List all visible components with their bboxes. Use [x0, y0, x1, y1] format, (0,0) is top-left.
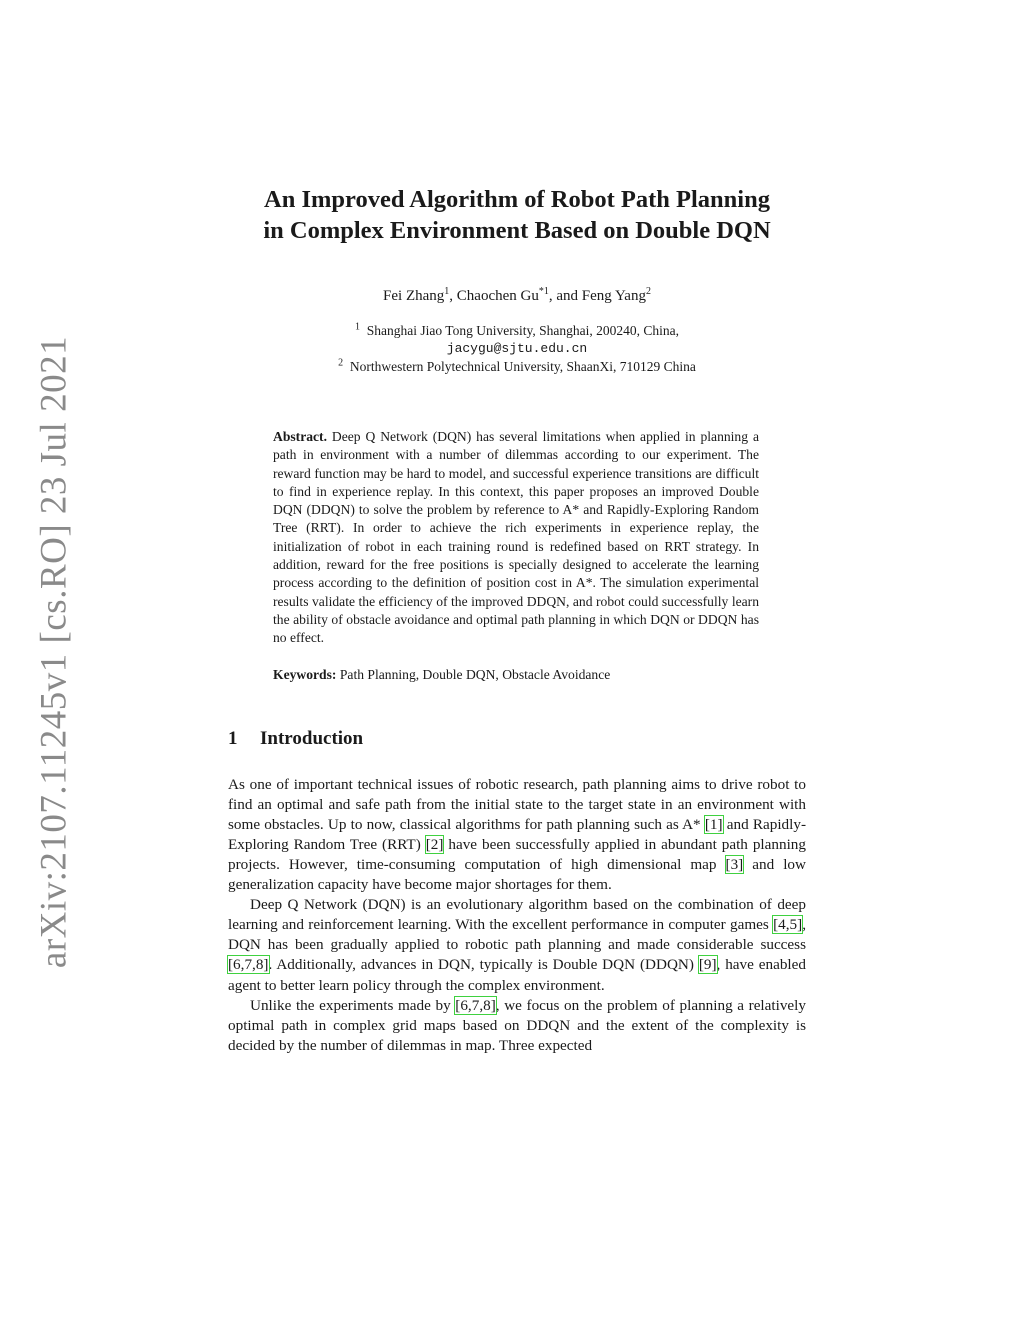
author-separator: , and: [548, 288, 582, 304]
arxiv-identifier: arXiv:2107.11245v1 [cs.RO] 23 Jul 2021: [33, 335, 75, 969]
author-name: Chaochen Gu: [456, 288, 539, 304]
citation-link[interactable]: [6,7,8]: [455, 996, 496, 1014]
paragraph-3: [228, 996, 806, 1056]
abstract: [273, 428, 759, 648]
author-separator: ,: [449, 288, 457, 304]
affiliation-2: [228, 358, 806, 376]
section-title: Introduction: [260, 727, 364, 749]
affiliation-1: [228, 322, 806, 340]
paragraph-2: [228, 895, 806, 995]
citation-link[interactable]: [2]: [425, 835, 444, 853]
keywords-label: Keywords:: [273, 666, 337, 682]
title-line-1: An Improved Algorithm of Robot Path Planning: [264, 186, 770, 213]
affiliation-text: Northwestern Polytechnical University, ShaanXi, 710129 China: [349, 359, 696, 374]
paragraph-1: [228, 775, 806, 896]
paper-title: [228, 184, 806, 246]
author-affiliation-mark: *1: [538, 286, 549, 297]
title-line-2: in Complex Environment Based on Double DQN: [263, 217, 771, 244]
paragraph-text: , have enabled agent to better learn policy through the complex environment.: [228, 956, 806, 994]
paragraph-text: Deep Q Network (DQN) is an evolutionary algorithm based on the combination of deep learning and reinforcement learning. With the excellent performance in computer games: [228, 896, 806, 934]
paragraph-text: and low generalization capacity have become major shortages for them.: [228, 855, 806, 894]
abstract-text: Deep Q Network (DQN) has several limitations when applied in planning a path in environment with a number of dilemmas according to our experiment. The reward function may be hard to model, and successful experience transitions are difficult to find in experience replay. In this context, this paper proposes an improved Double DQN (DDQN) to solve the problem by reference to A* and Rapidly-Exploring Random Tree (RRT). In order to achieve the rich experiments in experience replay, the initialization of robot in each training round is redefined based on RRT strategy. In addition, reward for the free positions is specially designed to accelerate the learning process according to the definition of position cost in A*. The simulation experimental results validate the efficiency of the improved DDQN, and robot could successfully learn the ability of obstacle avoidance and optimal path planning in which DQN or DDQN has no effect.: [273, 429, 759, 646]
author-name: Fei Zhang: [383, 288, 445, 304]
section-number: 1: [228, 727, 238, 749]
keywords: [273, 666, 759, 684]
paragraph-text: Unlike the experiments made by: [250, 996, 456, 1014]
section-heading: [228, 727, 806, 751]
paragraph-text: and Rapidly-Exploring Random Tree (RRT): [228, 815, 807, 853]
author-affiliation-mark: 1: [444, 286, 450, 297]
affiliation-text: Shanghai Jiao Tong University, Shanghai, 200240, China,: [366, 323, 679, 338]
paragraph-text: , DQN has been gradually applied to robotic path planning and made considerable success: [228, 916, 806, 954]
paragraph-text: . Additionally, advances in DQN, typically is Double DQN (DDQN): [268, 956, 699, 974]
affiliation-mark: 1: [355, 321, 361, 333]
affiliation-mark: 2: [338, 357, 344, 369]
affiliations: [228, 322, 806, 376]
paragraph-text: , we focus on the problem of planning a relatively optimal path in complex grid maps based on DDQN and the extent of the complexity is decided by the number of dilemmas in map. Three expected: [228, 996, 806, 1054]
citation-link[interactable]: [4,5]: [773, 916, 803, 934]
citation-link[interactable]: [3]: [725, 855, 744, 873]
paper-page: [228, 184, 806, 1056]
keywords-text: Path Planning, Double DQN, Obstacle Avoidance: [339, 666, 611, 682]
citation-link[interactable]: [1]: [704, 815, 723, 833]
author-affiliation-mark: 2: [645, 286, 651, 297]
author-list: [228, 286, 806, 306]
introduction-body: [228, 775, 806, 1056]
abstract-label: Abstract.: [273, 429, 327, 444]
citation-link[interactable]: [6,7,8]: [228, 956, 269, 974]
paragraph-text: have been successfully applied in abundant path planning projects. However, time-consuming computation of high dimensional map: [228, 835, 806, 873]
paragraph-text: As one of important technical issues of robotic research, path planning aims to drive robot to find an optimal and safe path from the initial state to the target state in an environment with some obstacles. Up to now, classical algorithms for path planning such as A*: [228, 775, 806, 833]
contact-email[interactable]: jacygu@sjtu.edu.cn: [446, 341, 588, 356]
citation-link[interactable]: [9]: [698, 956, 717, 974]
author-name: Feng Yang: [581, 288, 646, 304]
